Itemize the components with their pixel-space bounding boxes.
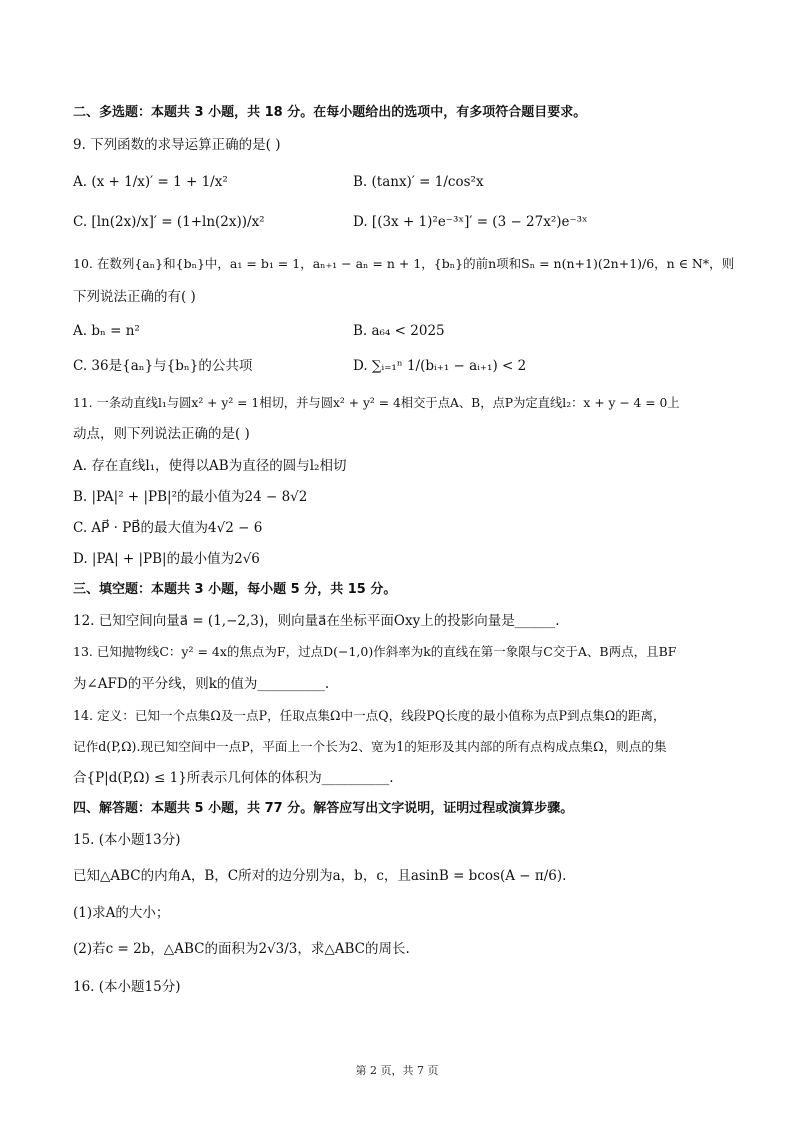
question-10-stem-line1: 10. 在数列{aₙ}和{bₙ}中，a₁ = b₁ = 1，aₙ₊₁ − aₙ = n + 1，{bₙ}的前n项和Sₙ = n(n+1)(2n+1)/6，n ∈ N*，则 xyxy=(73,256,735,271)
question-11-option-a: A. 存在直线l₁，使得以AB为直径的圆与l₂相切 xyxy=(73,458,347,474)
question-11-stem-line2: 动点，则下列说法正确的是( ) xyxy=(73,426,250,442)
question-9-option-c: C. [ln(2x)/x]′ = (1+ln(2x))/x² xyxy=(73,214,265,230)
question-12: 12. 已知空间向量a⃗ = (1,−2,3)，则向量a⃗在坐标平面Oxy上的投影向量是______. xyxy=(73,613,560,629)
question-10-stem-line2: 下列说法正确的有( ) xyxy=(73,289,196,305)
question-11-option-c: C. AP⃗ · PB⃗的最大值为4√2 − 6 xyxy=(73,520,263,536)
question-15-stem: 已知△ABC的内角A，B，C所对的边分别为a，b，c，且asinB = bcos(A − π/6). xyxy=(73,868,567,884)
section-title-multiple-choice: 二、多选题：本题共 3 小题，共 18 分。在每小题给出的选项中，有多项符合题目要求。 xyxy=(73,105,587,120)
question-14-line3: 合{P|d(P,Ω) ≤ 1}所表示几何体的体积为__________. xyxy=(73,770,394,786)
question-15-part2: (2)若c = 2b，△ABC的面积为2√3/3，求△ABC的周长. xyxy=(73,941,410,957)
question-9-option-a: A. (x + 1/x)′ = 1 + 1/x² xyxy=(73,174,228,190)
section-title-answers: 四、解答题：本题共 5 小题，共 77 分。解答应写出文字说明，证明过程或演算步骤。 xyxy=(73,801,574,816)
question-10-option-c: C. 36是{aₙ}与{bₙ}的公共项 xyxy=(73,358,253,374)
question-14-line2: 记作d(P,Ω).现已知空间中一点P，平面上一个长为2、宽为1的矩形及其内部的所有点构成点集Ω，则点的集 xyxy=(73,739,667,754)
question-10-option-d: D. ∑ᵢ₌₁ⁿ 1/(bᵢ₊₁ − aᵢ₊₁) < 2 xyxy=(353,358,527,374)
question-15-part1: (1)求A的大小； xyxy=(73,905,170,921)
question-9-option-b: B. (tanx)′ = 1/cos²x xyxy=(353,174,484,190)
page-footer: 第 2 页，共 7 页 xyxy=(355,1064,439,1077)
question-9-option-d: D. [(3x + 1)²e⁻³ˣ]′ = (3 − 27x²)e⁻³ˣ xyxy=(353,214,588,230)
question-9-stem: 9. 下列函数的求导运算正确的是( ) xyxy=(73,137,281,153)
question-14-line1: 14. 定义：已知一个点集Ω及一点P，任取点集Ω中一点Q，线段PQ长度的最小值称为点P到点集Ω的距离， xyxy=(73,708,666,723)
question-11-option-b: B. |PA|² + |PB|²的最小值为24 − 8√2 xyxy=(73,489,308,505)
question-11-stem-line1: 11. 一条动直线l₁与圆x² + y² = 1相切，并与圆x² + y² = 4相交于点A、B，点P为定直线l₂：x + y − 4 = 0上 xyxy=(73,396,680,410)
question-16-header: 16. (本小题15分) xyxy=(73,979,181,995)
section-title-fill-in: 三、填空题：本题共 3 小题，每小题 5 分，共 15 分。 xyxy=(73,582,397,597)
question-13-line1: 13. 已知抛物线C：y² = 4x的焦点为F，过点D(−1,0)作斜率为k的直线在第一象限与C交于A、B两点，且BF xyxy=(73,644,677,659)
question-11-option-d: D. |PA| + |PB|的最小值为2√6 xyxy=(73,551,260,567)
question-10-option-b: B. a₆₄ < 2025 xyxy=(353,323,445,339)
question-13-line2: 为∠AFD的平分线，则k的值为__________. xyxy=(73,676,330,692)
question-10-option-a: A. bₙ = n² xyxy=(73,323,140,339)
question-15-header: 15. (本小题13分) xyxy=(73,832,181,848)
